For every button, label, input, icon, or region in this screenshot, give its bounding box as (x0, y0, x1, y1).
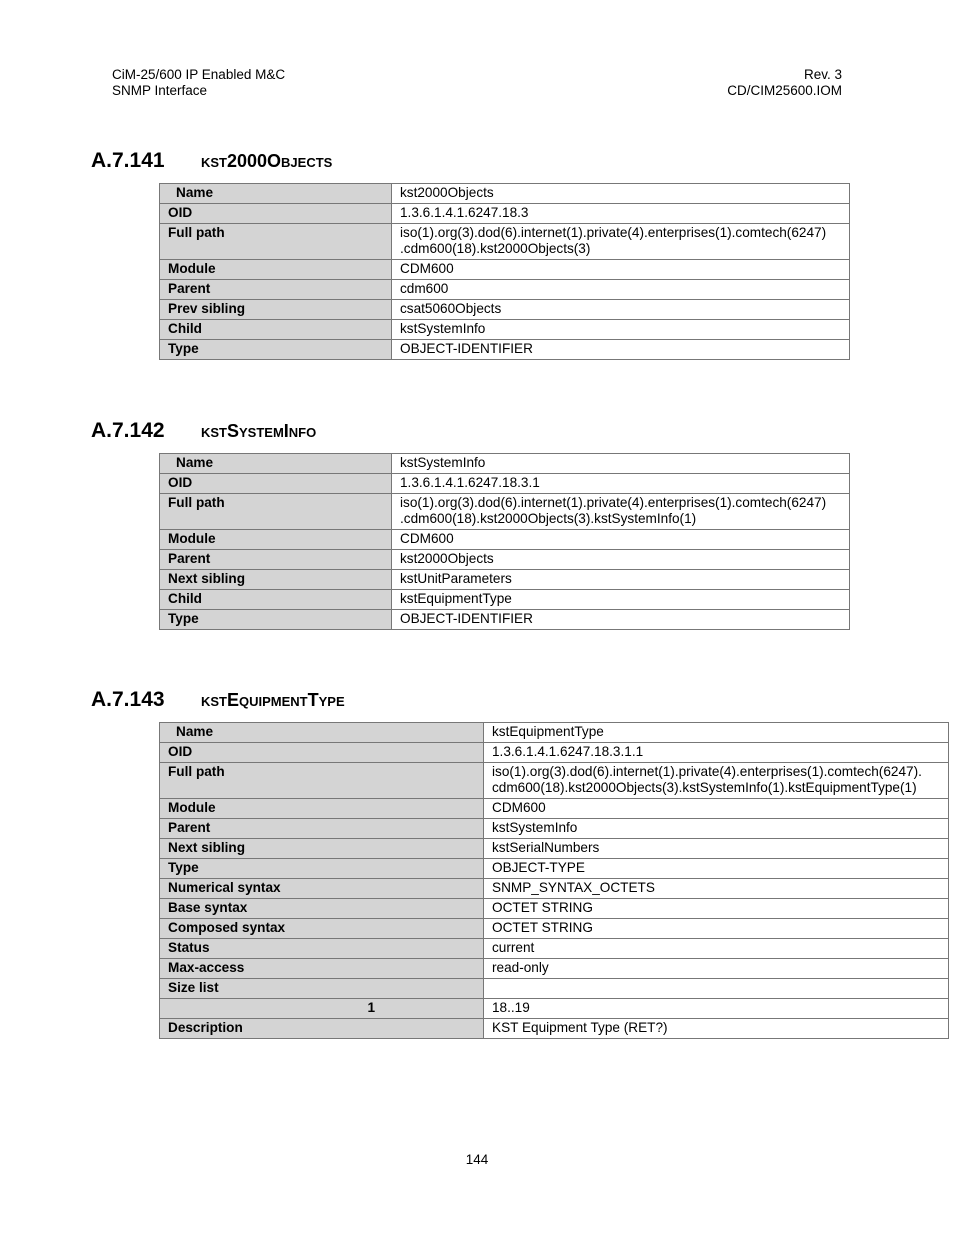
page-header-left (112, 67, 285, 99)
field-label: Size list (160, 979, 484, 999)
full-path-line-1: iso(1).org(3).dod(6).internet(1).private(4).enterprises(1).comtech(6247) (400, 495, 827, 510)
field-value: 1.3.6.1.4.1.6247.18.3.1 (392, 474, 850, 494)
table-row (160, 999, 949, 1019)
section-name: kstEquipmentType (201, 690, 345, 710)
table-row (160, 224, 850, 260)
table-row (160, 530, 850, 550)
table-row (160, 979, 949, 999)
field-label: Module (160, 260, 392, 280)
field-label: Base syntax (160, 899, 484, 919)
doc-subtitle: SNMP Interface (112, 83, 208, 98)
field-label: Type (160, 610, 392, 630)
field-label: Full path (160, 494, 392, 530)
field-value: KST Equipment Type (RET?) (484, 1019, 949, 1039)
field-value: kst2000Objects (392, 550, 850, 570)
field-value: CDM600 (484, 799, 949, 819)
section-number: A.7.143 (91, 688, 165, 711)
table-row (160, 959, 949, 979)
field-label: Child (160, 320, 392, 340)
section-name: kstSystemInfo (201, 421, 317, 441)
table-row (160, 610, 850, 630)
field-label: Parent (160, 550, 392, 570)
field-label: Child (160, 590, 392, 610)
field-value: kstSystemInfo (392, 320, 850, 340)
field-label: 1 (160, 999, 484, 1019)
full-path-line-1: iso(1).org(3).dod(6).internet(1).private(4).enterprises(1).comtech(6247) (400, 225, 827, 240)
table-row (160, 474, 850, 494)
table-row (160, 340, 850, 360)
table-row (160, 280, 850, 300)
page-header-right (727, 67, 842, 99)
table-row (160, 939, 949, 959)
field-label: OID (160, 743, 484, 763)
table-row (160, 320, 850, 340)
field-value: SNMP_SYNTAX_OCTETS (484, 879, 949, 899)
table-row (160, 899, 949, 919)
table-row (160, 494, 850, 530)
field-label: Composed syntax (160, 919, 484, 939)
full-path-line-2: .cdm600(18).kst2000Objects(3).kstSystemInfo(1) (400, 511, 697, 526)
field-value: OBJECT-IDENTIFIER (392, 610, 850, 630)
field-label: Status (160, 939, 484, 959)
full-path-line-1: iso(1).org(3).dod(6).internet(1).private(4).enterprises(1).comtech(6247). (492, 764, 922, 779)
table-row (160, 763, 949, 799)
table-row (160, 1019, 949, 1039)
table-row (160, 570, 850, 590)
field-value: 1.3.6.1.4.1.6247.18.3.1.1 (484, 743, 949, 763)
table-row (160, 879, 949, 899)
table-row (160, 590, 850, 610)
field-value (484, 979, 949, 999)
field-label: Module (160, 530, 392, 550)
section-heading (91, 688, 345, 712)
field-label: Prev sibling (160, 300, 392, 320)
field-value: 1.3.6.1.4.1.6247.18.3 (392, 204, 850, 224)
table-row (160, 743, 949, 763)
field-value: current (484, 939, 949, 959)
table-row (160, 260, 850, 280)
mib-object-table (159, 722, 949, 1039)
field-value: kstEquipmentType (484, 723, 949, 743)
field-label: Parent (160, 819, 484, 839)
field-label: Name (160, 454, 392, 474)
field-label: Parent (160, 280, 392, 300)
doc-code: CD/CIM25600.IOM (727, 83, 842, 98)
field-label: Type (160, 340, 392, 360)
field-label: Type (160, 859, 484, 879)
field-label: Description (160, 1019, 484, 1039)
field-value: OCTET STRING (484, 919, 949, 939)
field-label: Numerical syntax (160, 879, 484, 899)
table-row (160, 723, 949, 743)
page-number: 144 (465, 1152, 489, 1167)
mib-object-table (159, 453, 850, 630)
doc-revision: Rev. 3 (803, 67, 842, 82)
table-row (160, 859, 949, 879)
field-value: kstEquipmentType (392, 590, 850, 610)
field-value: kstUnitParameters (392, 570, 850, 590)
field-label: Name (160, 723, 484, 743)
field-value: cdm600 (392, 280, 850, 300)
field-label: OID (160, 474, 392, 494)
field-label: OID (160, 204, 392, 224)
field-value: kstSystemInfo (484, 819, 949, 839)
field-value: CDM600 (392, 260, 850, 280)
doc-title: CiM-25/600 IP Enabled M&C (112, 67, 286, 82)
full-path-line-2: cdm600(18).kst2000Objects(3).kstSystemInfo(1).kstEquipmentType(1) (492, 780, 917, 795)
section-number: A.7.142 (91, 419, 165, 442)
section-heading (91, 419, 316, 443)
full-path-line-2: .cdm600(18).kst2000Objects(3) (400, 241, 591, 256)
field-value: 18..19 (484, 999, 949, 1019)
field-value (392, 494, 850, 530)
field-label: Max-access (160, 959, 484, 979)
table-row (160, 799, 949, 819)
field-label: Next sibling (160, 570, 392, 590)
section-name: kst2000Objects (201, 151, 333, 171)
table-row (160, 819, 949, 839)
field-value: OCTET STRING (484, 899, 949, 919)
field-value: CDM600 (392, 530, 850, 550)
table-row (160, 184, 850, 204)
field-value: kst2000Objects (392, 184, 850, 204)
table-row (160, 550, 850, 570)
field-label: Next sibling (160, 839, 484, 859)
field-label: Full path (160, 224, 392, 260)
table-row (160, 300, 850, 320)
field-value: kstSerialNumbers (484, 839, 949, 859)
field-value: read-only (484, 959, 949, 979)
table-row (160, 839, 949, 859)
field-value: OBJECT-TYPE (484, 859, 949, 879)
field-value: csat5060Objects (392, 300, 850, 320)
field-label: Module (160, 799, 484, 819)
section-number: A.7.141 (91, 149, 165, 172)
field-value (392, 224, 850, 260)
field-value: OBJECT-IDENTIFIER (392, 340, 850, 360)
table-row (160, 919, 949, 939)
field-value: kstSystemInfo (392, 454, 850, 474)
field-label: Full path (160, 763, 484, 799)
table-row (160, 454, 850, 474)
table-row (160, 204, 850, 224)
field-value (484, 763, 949, 799)
section-heading (91, 149, 332, 173)
field-label: Name (160, 184, 392, 204)
mib-object-table (159, 183, 850, 360)
